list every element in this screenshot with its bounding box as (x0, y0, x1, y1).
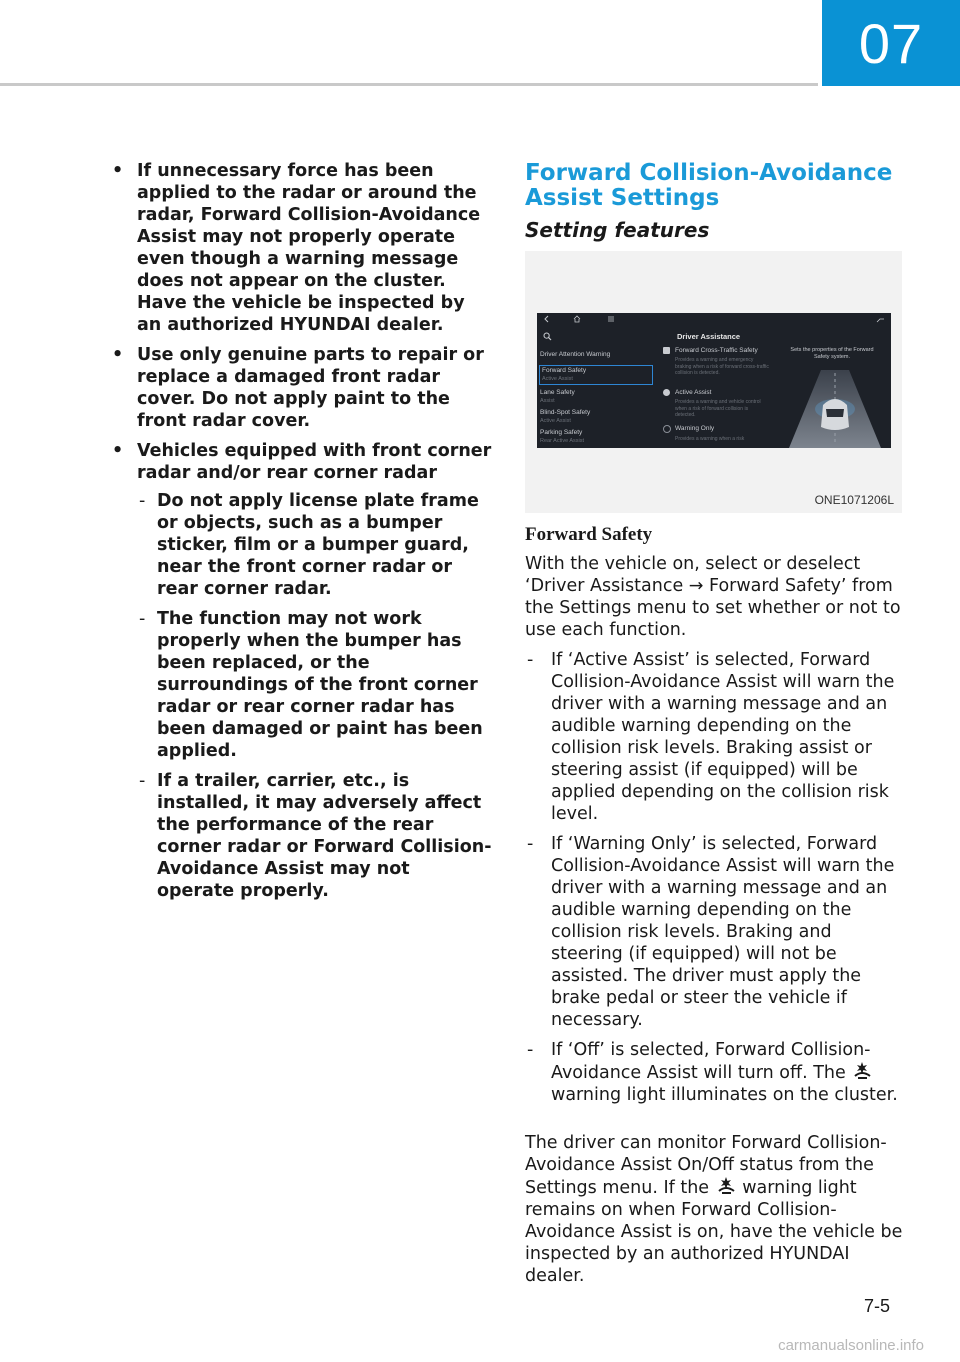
screen-option-label[interactable]: Forward Cross-Traffic Safety (675, 347, 758, 354)
option-description-text: If ‘Active Assist’ is selected, Forward Collision-Avoidance Assist will warn the driver with a warning message and an audible warning depending on the collision risk levels. Braking assist or steering assist (if equipped) will be applied depending on the collision risk level. (551, 650, 895, 824)
bullet-marker: • (112, 441, 124, 461)
radio-unselected-icon[interactable] (663, 425, 671, 433)
screen-menu-item[interactable]: Blind-Spot Safety (540, 409, 591, 416)
vehicle-road-illustration (781, 365, 889, 448)
warning-bullet (112, 440, 492, 902)
forward-collision-warning-icon (851, 1061, 873, 1081)
option-description-item (525, 1039, 905, 1106)
warning-bullet (112, 344, 492, 432)
bullet-text: Vehicles equipped with front corner radar and/or rear corner radar (137, 441, 492, 483)
section-title-line: Forward Collision-Avoidance (525, 160, 893, 186)
status-icon (876, 316, 885, 323)
warning-bullet (112, 160, 492, 336)
left-column (112, 160, 492, 910)
figure-caption: ONE1071206L (814, 493, 894, 507)
dash-marker: - (527, 834, 534, 854)
screen-option-label[interactable]: Active Assist (675, 389, 712, 396)
bullet-text: Use only genuine parts to repair or replace a damaged front radar cover. Do not apply paint to the front radar cover. (137, 345, 484, 431)
sub-item (112, 770, 492, 902)
sub-item (112, 608, 492, 762)
screen-side-text: Sets the properties of the Forward Safety system. (790, 347, 874, 360)
sub-list (137, 490, 492, 902)
intro-paragraph: With the vehicle on, select or deselect ‘Driver Assistance → Forward Safety’ from the Settings menu to set whether or not to use each function. (525, 554, 901, 640)
bullet-marker: • (112, 345, 124, 365)
dash-marker: - (139, 771, 146, 791)
screen-menu-subitem: Assist (540, 398, 555, 404)
screen-menu-item[interactable]: Driver Attention Warning (540, 351, 611, 358)
chapter-tab (822, 0, 960, 86)
home-icon (573, 315, 581, 323)
sub-item-text: Do not apply license plate frame or objects, such as a bumper sticker, film or a bumper guard, near the front corner radar or rear corner radar. (157, 491, 479, 599)
sub-item-text: The function may not work properly when the bumper has been replaced, or the surroundings of the front corner radar or rear corner radar has been damaged or paint has been applied. (157, 609, 483, 761)
section-title (525, 161, 905, 211)
bullet-marker: • (112, 161, 124, 181)
sub-item (112, 490, 492, 600)
dash-marker: - (527, 1040, 534, 1060)
screen-option-label[interactable]: Warning Only (675, 425, 715, 432)
dash-marker: - (139, 609, 146, 629)
closing-paragraph (525, 1132, 905, 1287)
checkbox-checked-icon[interactable] (663, 347, 670, 354)
infotainment-screen (537, 313, 891, 448)
screen-menu-item[interactable]: Forward Safety (542, 367, 587, 374)
option-description-text: If ‘Off’ is selected, Forward Collision-Avoidance Assist will turn off. The (551, 1040, 871, 1083)
screen-menu-item[interactable]: Lane Safety (540, 389, 575, 396)
page-number: 7-5 (863, 1296, 890, 1316)
option-description-item (525, 833, 905, 1031)
search-icon (543, 332, 552, 341)
paragraph-heading: Forward Safety (525, 524, 653, 545)
header-rule (0, 83, 818, 86)
screen-option-desc: Provides a warning and vehicle control when a risk of forward collision is detected. (675, 399, 761, 418)
closing-text: warning light remains on when Forward Collision-Avoidance Assist is on, have the vehicle be inspected by an authorized HYUNDAI dealer. (525, 1178, 903, 1286)
radio-selected-icon[interactable] (663, 389, 670, 396)
chapter-number: 07 (858, 11, 924, 75)
settings-screen-figure (525, 251, 902, 513)
screen-menu-subitem: Active Assist (540, 418, 571, 424)
option-description-text: If ‘Warning Only’ is selected, Forward Collision-Avoidance Assist will warn the driver with a warning message and an audible warning depending on the collision risk levels. Braking and steering (if equipped) will not be assisted. The driver must apply the brake pedal or steer the vehicle if necessary. (551, 834, 895, 1030)
screen-option-desc: Provides a warning when a risk (675, 436, 745, 442)
closing-text: The driver can monitor Forward Collision-Avoidance Assist On/Off status from the Settings menu. If the (525, 1133, 887, 1198)
option-description-text: warning light illuminates on the cluster. (551, 1085, 898, 1105)
screen-menu-subitem: Rear Active Assist (540, 438, 585, 444)
screen-title: Driver Assistance (677, 332, 741, 341)
dash-marker: - (527, 650, 534, 670)
screen-option-desc: Provides a warning and emergency braking when a risk of forward cross-traffic collision is detected. (675, 357, 769, 376)
bullet-text: If unnecessary force has been applied to the radar or around the radar, Forward Collision-Avoidance Assist may not properly operate even though a warning message does not appear on the cluster. Have the vehicle be inspected by an authorized HYUNDAI dealer. (137, 161, 481, 335)
sub-item-text: If a trailer, carrier, etc., is installed, it may adversely affect the performance of the rear corner radar or Forward Collision-Avoidance Assist may not operate properly. (157, 771, 492, 901)
section-title-line: Assist Settings (525, 185, 720, 211)
back-icon (543, 315, 551, 323)
menu-icon (607, 315, 615, 323)
forward-collision-warning-icon (715, 1176, 737, 1196)
screen-menu-subitem: Active Assist (542, 376, 573, 382)
subsection-title: Setting features (525, 218, 710, 242)
option-description-item (525, 649, 905, 825)
watermark: carmanualsonline.info (778, 1337, 924, 1354)
dash-marker: - (139, 491, 146, 511)
right-column (525, 160, 905, 1287)
screen-menu-item[interactable]: Parking Safety (540, 429, 583, 436)
